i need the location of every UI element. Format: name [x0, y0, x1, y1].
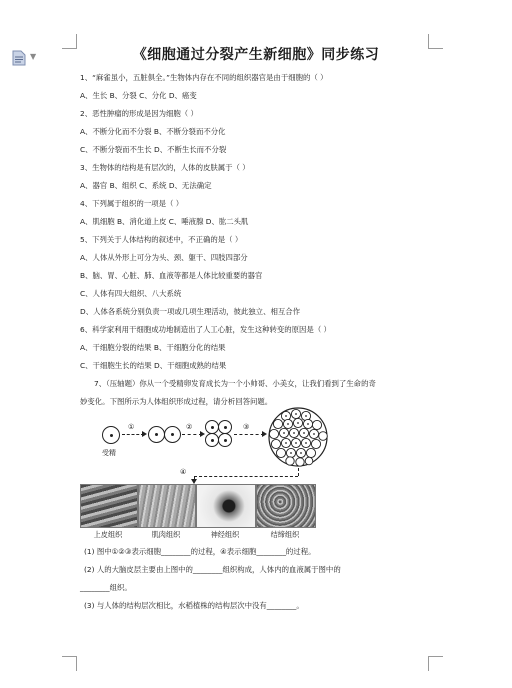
question-line: C、人体有四大组织、八大系统 — [80, 289, 182, 298]
question-line: C、干细胞生长的结果 D、干细胞成熟的结果 — [80, 361, 227, 370]
arrow-step-4-horizontal — [194, 476, 298, 477]
question-line: (2) 人的大脑皮层主要由上图中的________组织构成，人体内的血液属于图中的 — [84, 565, 341, 574]
tissue-label-connective: 结缔组织 — [270, 530, 300, 539]
question-line: 2、恶性肿瘤的形成是因为细胞（ ） — [80, 109, 198, 118]
arrow-step-1 — [122, 434, 144, 436]
question-line: 5、下列关于人体结构的叙述中，不正确的是（ ） — [80, 235, 243, 244]
tissue-label-nervous: 神经组织 — [210, 530, 240, 539]
question-line: A、人体从外形上可分为头、颈、躯干、四肢四部分 — [80, 253, 248, 262]
question-line: ________组织。 — [80, 583, 132, 592]
margin-mark-bottom-right — [428, 656, 443, 671]
margin-mark-bottom-left — [62, 656, 77, 671]
question-line: A、干细胞分裂的结果 B、干细胞分化的结果 — [80, 343, 226, 352]
step-label-2: ② — [186, 423, 193, 431]
cell-cluster — [266, 406, 330, 468]
question-line: (3) 与人体的结构层次相比，水稻植株的结构层次中没有________。 — [84, 601, 304, 610]
epithelial-tissue-image — [80, 484, 138, 528]
muscle-tissue-image — [138, 484, 196, 528]
zygote-label: 受精 — [102, 449, 116, 457]
arrow-step-4-down — [298, 468, 299, 476]
tissue-formation-figure — [80, 412, 440, 540]
arrow-step-3 — [234, 434, 264, 436]
four-cell-stage-cell — [218, 433, 232, 447]
two-cell-stage-cell — [164, 426, 181, 443]
connective-tissue-image — [256, 484, 316, 528]
question-line: A、不断分化而不分裂 B、不断分裂而不分化 — [80, 127, 226, 136]
question-line: 4、下列属于组织的一项是（ ） — [80, 199, 184, 208]
nervous-tissue-image — [196, 484, 256, 528]
four-cell-stage-cell — [205, 433, 219, 447]
question-line: 1、“麻雀虽小，五脏俱全。”生物体内存在不同的组织器官是由于细胞的（ ） — [80, 73, 328, 82]
step-label-3: ③ — [243, 423, 250, 431]
question-line: D、人体各系统分别负责一项或几项生理活动，彼此独立、相互合作 — [80, 307, 301, 316]
four-cell-stage-cell — [205, 420, 219, 434]
step-label-4: ④ — [180, 468, 187, 476]
question-line: A、肌细胞 B、消化道上皮 C、唾液腺 D、肱二头肌 — [80, 217, 249, 226]
tissue-label-muscle: 肌肉组织 — [151, 530, 181, 539]
question-line: (1) 图中①②③表示细胞________的过程，④表示细胞________的过程。 — [84, 547, 316, 556]
question-line: C、不断分裂而不生长 D、不断生长而不分裂 — [80, 145, 227, 154]
question-line: 6、科学家利用干细胞成功地制造出了人工心脏，发生这种转变的原因是（ ） — [80, 325, 331, 334]
question-line: A、生长 B、分裂 C、分化 D、癌变 — [80, 91, 197, 100]
chevron-down-icon[interactable]: ▼ — [30, 52, 37, 61]
question-line: A、器官 B、组织 C、系统 D、无法确定 — [80, 181, 212, 190]
zygote-cell — [102, 426, 120, 444]
page-title: 《细胞通过分裂产生新细胞》同步练习 — [132, 47, 380, 63]
question-line: B、脑、胃、心脏、肺、血液等都是人体比较重要的器官 — [80, 271, 263, 280]
four-cell-stage-cell — [218, 420, 232, 434]
tissue-label-epithelial: 上皮组织 — [93, 530, 123, 539]
step-label-1: ① — [128, 423, 135, 431]
question-line: 7、（压轴题）你从一个受精卵发育成长为一个小帅哥、小美女，让我们看到了生命的奇 — [94, 379, 376, 388]
question-line: 妙变化。下图所示为人体组织形成过程，请分析回答问题。 — [80, 397, 273, 406]
two-cell-stage-cell — [148, 426, 165, 443]
question-line: 3、生物体的结构是有层次的，人体的皮肤属于（ ） — [80, 163, 250, 172]
arrow-step-2 — [182, 434, 202, 436]
